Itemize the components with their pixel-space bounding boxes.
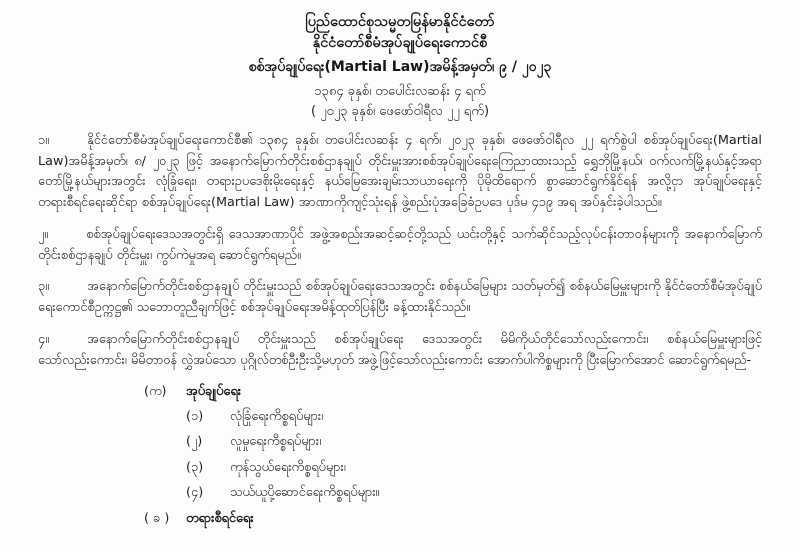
paragraph-1-text: နိုင်ငံတော်စီမံအုပ်ချုပ်ရေးကောင်စီ၏ ၁၃၈၄ ခုနှစ်၊ တပေါင်းလဆန်း ၄ ရက်၊ ၂၀၂၃ ခုနှစ်၊ ဖေဖော်ဝါရီလ ၂၂ ရက်စွဲပါ စစ်အုပ်ချုပ်ရေး(Martial Law)အမိန့်အမှတ်၊ ၈/ ၂၀၂၃ ဖြင့် အနောက်မြောက်တိုင်းစစ်ဌာနချုပ် တိုင်းမှူးအားစစ်အုပ်ချုပ်ရေးကြေညာထားသည့် ရွှေဘိုမြို့နယ်၊ ဝက်လက်မြို့နယ်နှင့်အရာတော်မြို့နယ်များအတွင်း လုံခြုံရေး၊ တရားဥပဒေစိုးမိုးရေးနှင့် နယ်မြေအေးချမ်းသာယာရေးကို ပိုမိုထိရောက် စွာဆောင်ရွက်နိုင်ရန် အလို့ငှာ အုပ်ချုပ်ရေးနှင့် တရားစီရင်ရေးဆိုင်ရာ စစ်အုပ်ချုပ်ရေး(Martial Law) အာဏာကိုကျင့်သုံးရန် ဖွဲ့စည်းပုံအခြေခံဥပဒေ ပုဒ်မ ၄၁၉ အရ အပ်နှင်းခဲ့ပါသည်။ xyxy=(38,133,762,211)
list-item-1 xyxy=(38,407,762,427)
list-item-2 xyxy=(38,432,762,452)
document-body xyxy=(38,131,762,529)
section-kha-heading xyxy=(38,509,762,529)
paragraph-2-text: စစ်အုပ်ချုပ်ရေးဒေသအတွင်းရှိ ဒေသအာဏာပိုင် အဖွဲ့အစည်းအဆင့်ဆင့်တို့သည် ယင်းတို့နှင့် သက်ဆိုင်သည့်လုပ်ငန်းတာဝန်များကို အနောက်မြောက်တိုင်းစစ်ဌာနချုပ် တိုင်းမှူး၊ ကွပ်ကဲမှုအရ ဆောင်ရွက်ရမည်။ xyxy=(38,226,762,263)
document-header xyxy=(38,12,762,121)
section-ka-heading xyxy=(38,382,762,402)
list-item-1-number: (၁) xyxy=(186,408,204,424)
list-item-3 xyxy=(38,458,762,478)
section-kha-label: ( ခ ) xyxy=(144,510,170,526)
list-item-4 xyxy=(38,483,762,503)
list-item-1-text: လုံခြုံရေးကိစ္စရပ်များ၊ xyxy=(230,408,324,424)
paragraph-4-text: အနောက်မြောက်တိုင်းစစ်ဌာနချုပ် တိုင်းမှူးသည် စစ်အုပ်ချုပ်ရေး ဒေသအတွင်း မိမိကိုယ်တိုင်သော်လည်းကောင်း၊ စစ်နယ်မြေမှူးများဖြင့်သော်လည်းကောင်း၊ မိမိတာဝန် လွှဲအပ်သော ပုဂ္ဂိုလ်တစ်ဦးဦးသို့မဟုတ် အဖွဲ့ဖြင့်သော်လည်းကောင်း အောက်ပါကိစ္စများကို ပြီးမြောက်အောင် ဆောင်ရွက်ရမည်- xyxy=(38,331,762,368)
paragraph-2 xyxy=(38,225,762,266)
paragraph-2-number: ၂။ xyxy=(38,226,49,242)
paragraph-indent xyxy=(49,289,87,290)
list-item-4-text: သယ်ယူပို့ဆောင်ရေးကိစ္စရပ်များ။ xyxy=(230,485,380,501)
council-title: နိုင်ငံတော်စီမံအုပ်ချုပ်ရေးကောင်စီ xyxy=(312,35,488,52)
list-item-4-number: (၄) xyxy=(186,485,204,501)
order-number-line: စစ်အုပ်ချုပ်ရေး(Martial Law)အမိန့်အမှတ်၊ ၉ / ၂၀၂၃ xyxy=(248,59,552,76)
paragraph-1-number: ၁။ xyxy=(38,133,50,149)
list-item-3-text: ကုန်သွယ်ရေးကိစ္စရပ်များ၊ xyxy=(230,459,346,475)
gregorian-date: ( ၂၀၂၃ ခုနှစ်၊ ဖေဖော်ဝါရီလ ၂၂ ရက်) xyxy=(310,103,490,119)
paragraph-indent xyxy=(49,342,87,343)
list-item-3-number: (၃) xyxy=(186,459,204,475)
list-item-2-number: (၂) xyxy=(186,434,203,450)
paragraph-3 xyxy=(38,277,762,318)
paragraph-1 xyxy=(38,131,762,214)
paragraph-3-number: ၃။ xyxy=(38,279,50,295)
section-ka-label: (က) xyxy=(144,384,167,400)
paragraph-4-number: ၄။ xyxy=(38,331,50,347)
paragraph-3-text: အနောက်မြောက်တိုင်းစစ်ဌာနချုပ် တိုင်းမှူးသည် စစ်အုပ်ချုပ်ရေးဒေသအတွင်း စစ်နယ်မြေများ သတ်မှတ်၍ စစ်နယ်မြေမှူးများကို နိုင်ငံတော်စီမံအုပ်ချုပ်ရေးကောင်စီဥက္ကဋ္ဌ၏ သဘောတူညီချက်ဖြင့် စစ်အုပ်ချုပ်ရေးအမိန့်ထုတ်ပြန်ပြီး ခန့်ထားနိုင်သည်။ xyxy=(38,279,762,316)
date-block xyxy=(38,82,762,121)
country-title: ပြည်ထောင်စုသမ္မတမြန်မာနိုင်ငံတော် xyxy=(305,14,495,30)
section-ka-title: အုပ်ချုပ်ရေး xyxy=(186,384,241,400)
myanmar-calendar-date: ၁၃၈၄ ခုနှစ်၊ တပေါင်းလဆန်း ၄ ရက် xyxy=(314,84,486,100)
section-ka-items xyxy=(38,407,762,504)
paragraph-indent xyxy=(48,237,86,238)
section-kha-title: တရားစီရင်ရေး xyxy=(186,510,254,526)
list-item-2-text: လူမှုရေးကိစ္စရပ်များ၊ xyxy=(230,434,322,450)
paragraph-4 xyxy=(38,330,762,371)
paragraph-indent xyxy=(49,143,87,144)
